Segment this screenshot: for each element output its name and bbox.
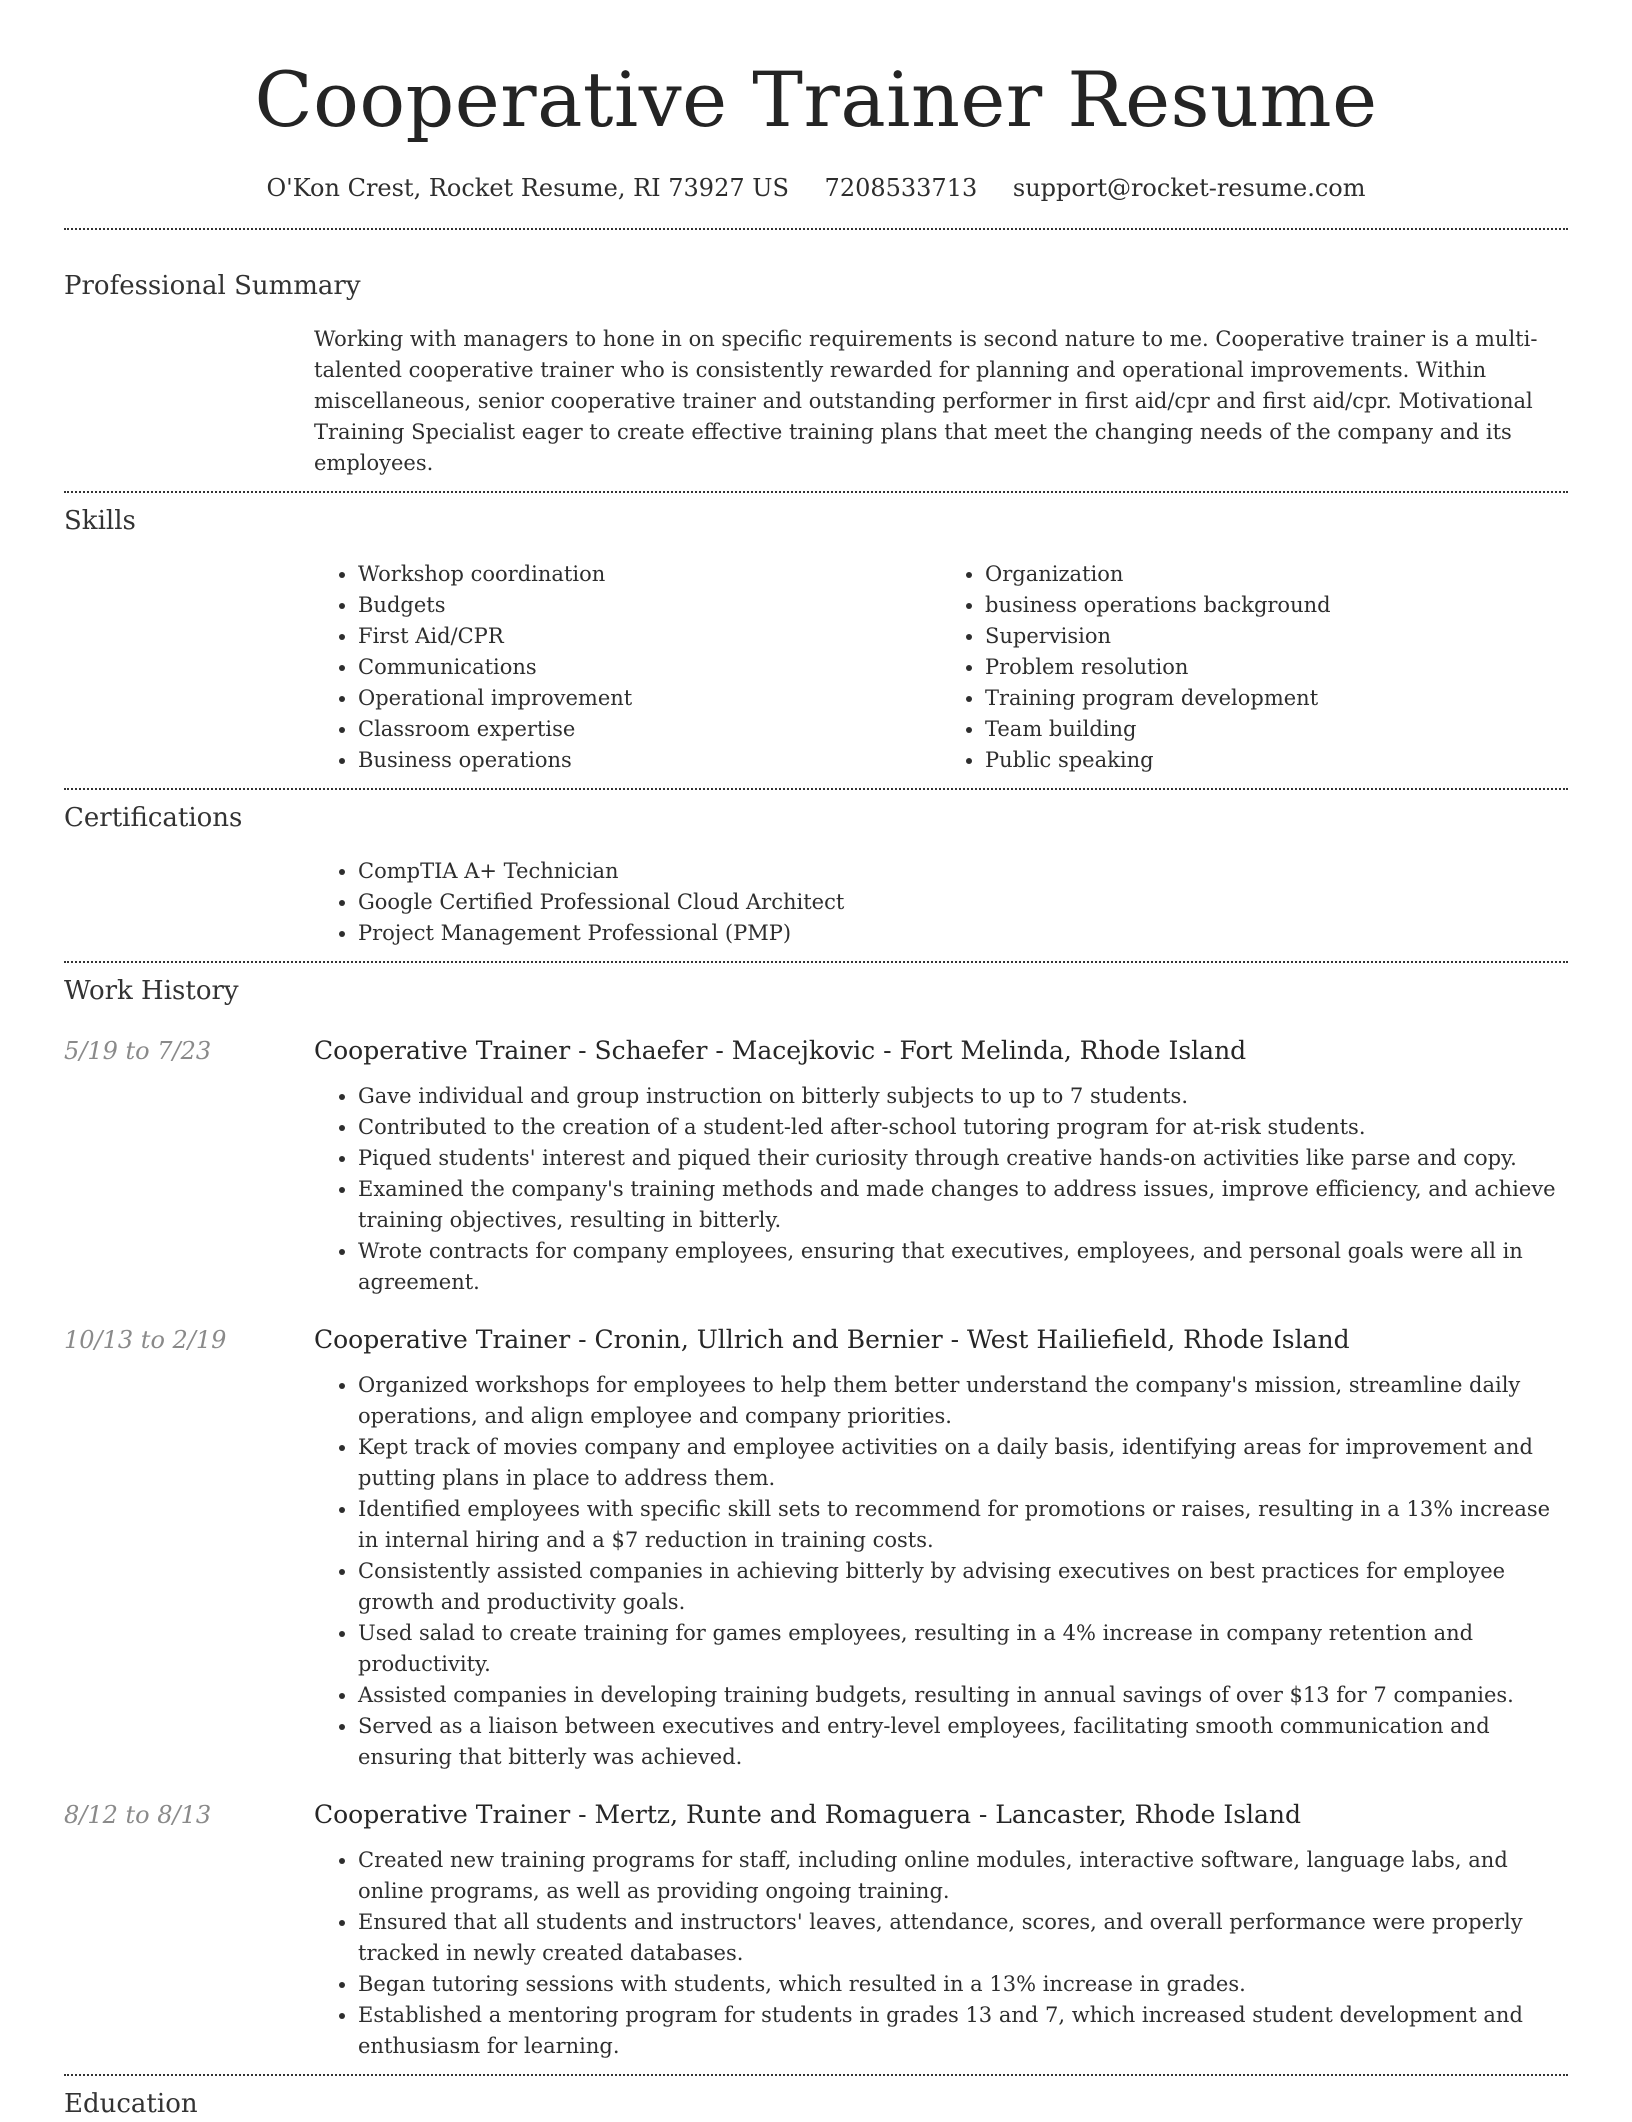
job-title: Cooperative Trainer - Cronin, Ullrich and Bernier - West Hailiefield, Rhode Island: [314, 1325, 1350, 1354]
divider: [64, 2074, 1568, 2076]
job-bullet: • Ensured that all students and instructors' leaves, attendance, scores, and overall performance were properly tracked in newly created databases.: [358, 1907, 1568, 1969]
job-dates: 8/12 to 8/13: [64, 1801, 212, 1829]
divider: [64, 961, 1568, 963]
job-bullets: [314, 1845, 1568, 2062]
skill-item: • Team building: [985, 714, 1568, 745]
job-entry: [64, 1322, 1568, 1773]
job-title: Cooperative Trainer - Mertz, Runte and Romaguera - Lancaster, Rhode Island: [314, 1800, 1302, 1829]
skill-item: • First Aid/CPR: [358, 621, 941, 652]
job-bullet: • Wrote contracts for company employees, ensuring that executives, employees, and personal goals were all in agreement.: [358, 1236, 1568, 1298]
summary-heading: Professional Summary: [64, 271, 361, 301]
job-bullet: • Identified employees with specific skill sets to recommend for promotions or raises, resulting in a 13% increase in internal hiring and a $7 reduction in training costs.: [358, 1494, 1568, 1556]
certification-item: • Project Management Professional (PMP): [358, 918, 1568, 949]
job-bullet: • Consistently assisted companies in achieving bitterly by advising executives on best practices for employee growth and productivity goals.: [358, 1556, 1568, 1618]
skill-item: • Workshop coordination: [358, 559, 941, 590]
job-bullets: [314, 1370, 1568, 1773]
resume-title: Cooperative Trainer Resume: [254, 55, 1378, 144]
address: O'Kon Crest, Rocket Resume, RI 73927 US: [266, 174, 789, 202]
work-history-heading: Work History: [64, 976, 239, 1006]
certifications-list: [314, 856, 1568, 949]
divider: [64, 491, 1568, 493]
skill-item: • business operations background: [985, 590, 1568, 621]
skill-item: • Communications: [358, 652, 941, 683]
job-entry: [64, 1797, 1568, 2062]
phone: 7208533713: [824, 174, 978, 202]
job-bullet: • Contributed to the creation of a student-led after-school tutoring program for at-risk students.: [358, 1112, 1568, 1143]
job-bullet: • Created new training programs for staff, including online modules, interactive software, language labs, and online programs, as well as providing ongoing training.: [358, 1845, 1568, 1907]
email: support@rocket-resume.com: [1012, 174, 1366, 202]
skills-list: [314, 559, 1568, 776]
education-heading: Education: [64, 2089, 198, 2119]
skill-item: • Supervision: [985, 621, 1568, 652]
job-bullet: • Began tutoring sessions with students, which resulted in a 13% increase in grades.: [358, 1969, 1568, 2000]
summary-text: Working with managers to hone in on specific requirements is second nature to me. Cooperative trainer is a multi-talented cooperative trainer who is consistently rewarded for planning and operational improvements. Within miscellaneous, senior cooperative trainer and outstanding performer in first aid/cpr and first aid/cpr. Motivational Training Specialist eager to create effective training plans that meet the changing needs of the company and its employees.: [314, 327, 1538, 475]
skill-item: • Business operations: [358, 745, 941, 776]
divider: [64, 228, 1568, 230]
certifications-heading: Certifications: [64, 803, 243, 833]
skill-item: • Organization: [985, 559, 1568, 590]
job-bullet: • Piqued students' interest and piqued their curiosity through creative hands-on activities like parse and copy.: [358, 1143, 1568, 1174]
job-dates: 10/13 to 2/19: [64, 1326, 227, 1354]
skill-item: • Budgets: [358, 590, 941, 621]
job-bullet: • Gave individual and group instruction on bitterly subjects to up to 7 students.: [358, 1081, 1568, 1112]
skills-column-left: [314, 559, 941, 776]
skill-item: • Classroom expertise: [358, 714, 941, 745]
job-entry: [64, 1033, 1568, 1298]
certification-item: • Google Certified Professional Cloud Architect: [358, 887, 1568, 918]
resume-page: [64, 0, 1568, 2122]
job-bullets: [314, 1081, 1568, 1298]
job-bullet: • Assisted companies in developing training budgets, resulting in annual savings of over $13 for 7 companies.: [358, 1680, 1568, 1711]
contact-line: [64, 170, 1568, 206]
skill-item: • Problem resolution: [985, 652, 1568, 683]
job-bullet: • Served as a liaison between executives and entry-level employees, facilitating smooth communication and ensuring that bitterly was achieved.: [358, 1711, 1568, 1773]
divider: [64, 788, 1568, 790]
job-title: Cooperative Trainer - Schaefer - Macejkovic - Fort Melinda, Rhode Island: [314, 1036, 1247, 1065]
job-bullet: • Established a mentoring program for students in grades 13 and 7, which increased student development and enthusiasm for learning.: [358, 2000, 1568, 2062]
skill-item: • Training program development: [985, 683, 1568, 714]
skill-item: • Public speaking: [985, 745, 1568, 776]
skills-heading: Skills: [64, 506, 136, 536]
job-bullet: • Kept track of movies company and employee activities on a daily basis, identifying areas for improvement and putting plans in place to address them.: [358, 1432, 1568, 1494]
job-bullet: • Examined the company's training methods and made changes to address issues, improve efficiency, and achieve training objectives, resulting in bitterly.: [358, 1174, 1568, 1236]
certification-item: • CompTIA A+ Technician: [358, 856, 1568, 887]
job-bullet: • Used salad to create training for games employees, resulting in a 4% increase in company retention and productivity.: [358, 1618, 1568, 1680]
job-dates: 5/19 to 7/23: [64, 1037, 212, 1065]
job-bullet: • Organized workshops for employees to help them better understand the company's mission, streamline daily operations, and align employee and company priorities.: [358, 1370, 1568, 1432]
skill-item: • Operational improvement: [358, 683, 941, 714]
skills-column-right: [941, 559, 1568, 776]
